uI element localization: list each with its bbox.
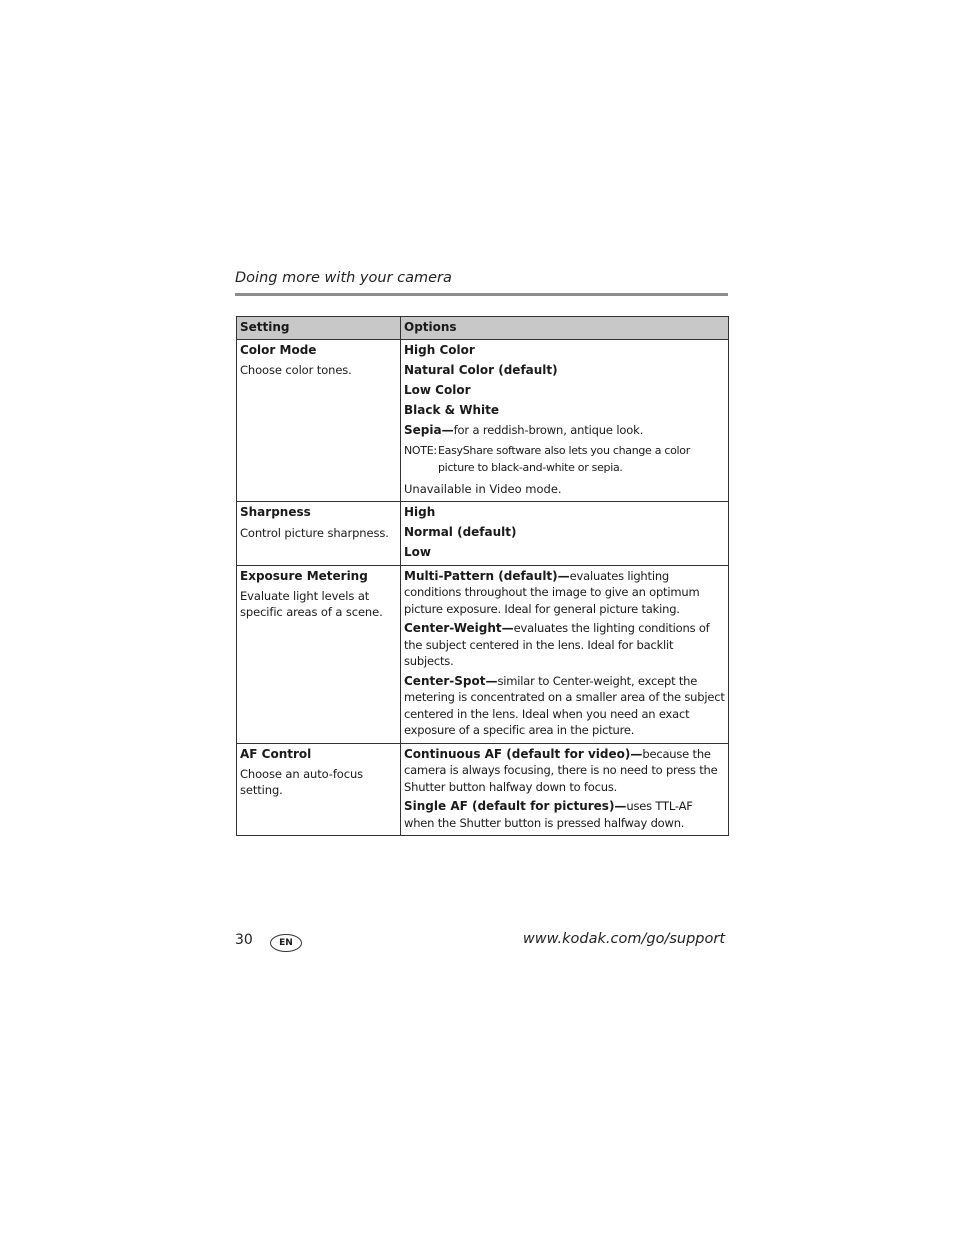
option-item: Normal (default) (404, 525, 517, 539)
table-row (237, 502, 729, 566)
options-cell (401, 502, 729, 566)
option-item: Black & White (404, 402, 500, 417)
setting-description: Choose an auto-focus setting. (240, 767, 364, 797)
option-item: Continuous AF (default for video)—because the camera is always focusing, there is no need to press the Shutter button halfway down to focus. (404, 746, 718, 794)
options-cell (401, 339, 729, 502)
note (404, 442, 725, 477)
options-cell (401, 565, 729, 743)
settings-table (236, 316, 729, 836)
table-row (237, 565, 729, 743)
table-row (237, 339, 729, 502)
setting-description: Control picture sharpness. (240, 525, 389, 540)
option-item: Low (404, 545, 431, 559)
options-cell (401, 743, 729, 836)
setting-cell (237, 743, 401, 836)
header-divider (235, 293, 728, 296)
option-item: Multi-Pattern (default)—evaluates lighting conditions throughout the image to give an optimum picture exposure. Ideal for general picture taking. (404, 568, 700, 616)
option-item: Single AF (default for pictures)—uses TTL-AF when the Shutter button is pressed halfway down. (404, 799, 693, 830)
option-item: High Color (404, 342, 475, 357)
setting-description: Evaluate light levels at specific areas of a scene. (240, 589, 383, 619)
setting-name: Sharpness (240, 505, 311, 519)
option-item: Natural Color (default) (404, 362, 558, 377)
setting-description: Choose color tones. (240, 363, 352, 377)
setting-cell (237, 502, 401, 566)
option-item: High (404, 505, 436, 519)
note-label: NOTE: (404, 443, 437, 457)
setting-name: Color Mode (240, 342, 317, 357)
table-row (237, 743, 729, 836)
table-header-row (237, 317, 729, 340)
setting-name: AF Control (240, 746, 312, 761)
setting-name: Exposure Metering (240, 568, 368, 583)
language-badge: EN (270, 934, 302, 952)
setting-cell (237, 339, 401, 502)
page-number: 30 (235, 932, 253, 948)
column-header-setting: Setting (237, 317, 401, 340)
option-item: Center-Weight—evaluates the lighting conditions of the subject centered in the lens. Ideal for backlit subjects. (404, 621, 710, 668)
option-item: Center-Spot—similar to Center-weight, except the metering is concentrated on a smaller area of the subject centered in the lens. Ideal when you need an exact exposure of a specific area in the picture. (404, 673, 725, 737)
note-text: EasyShare software also lets you change a color picture to black-and-white or sepia. (438, 443, 690, 474)
support-url: www.kodak.com/go/support (522, 931, 725, 947)
availability-text: Unavailable in Video mode. (404, 481, 562, 496)
option-item: Sepia—for a reddish-brown, antique look. (404, 422, 644, 437)
option-item: Low Color (404, 382, 471, 397)
section-title: Doing more with your camera (235, 270, 452, 286)
column-header-options: Options (401, 317, 729, 340)
setting-cell (237, 565, 401, 743)
